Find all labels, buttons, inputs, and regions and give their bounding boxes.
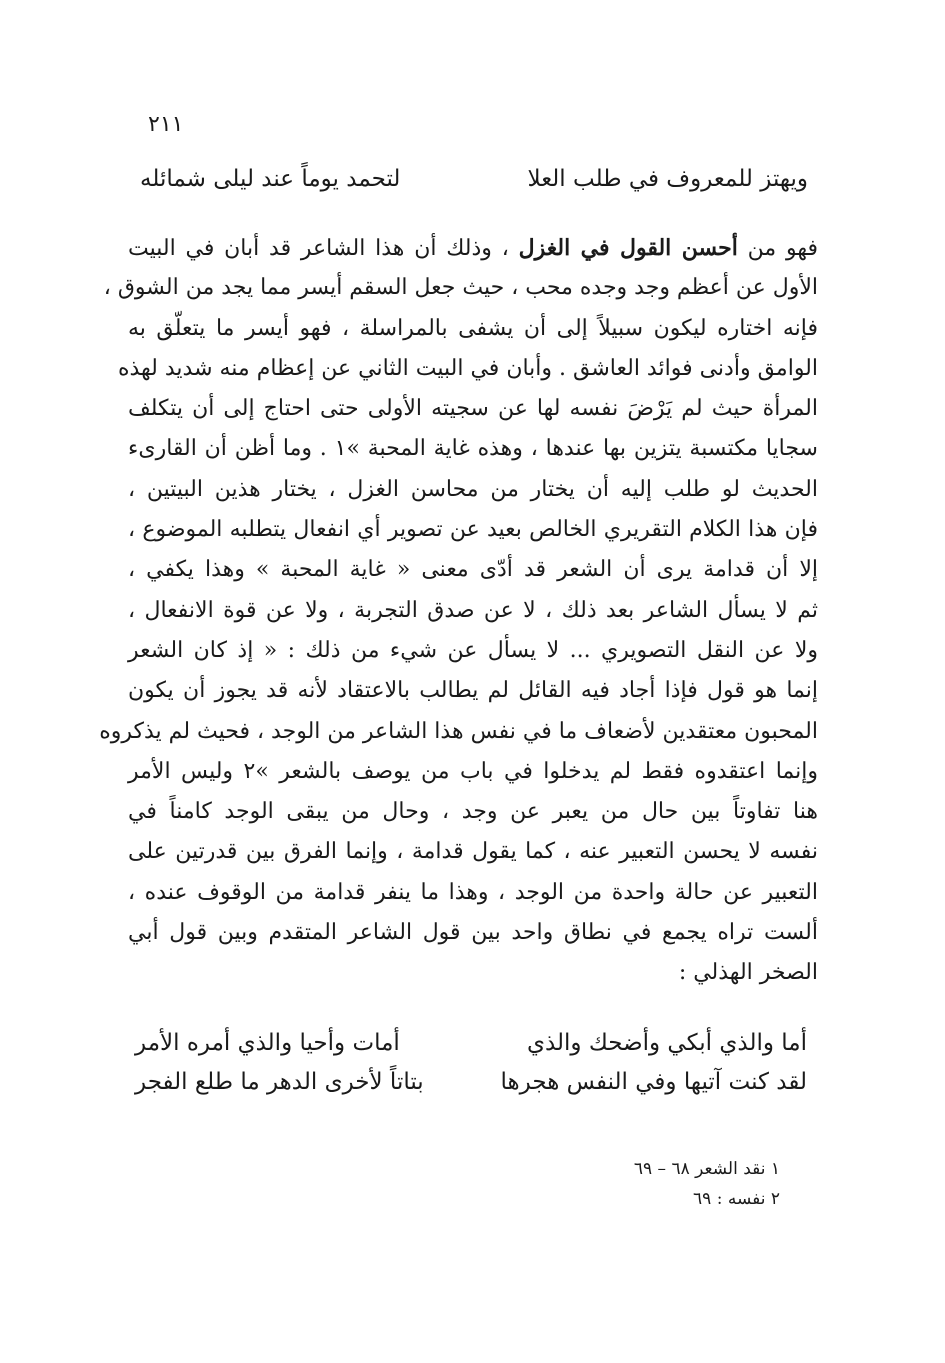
bottom-verses [135,1024,807,1102]
body-line: ولا عن النقل التصويري ... لا يسأل عن شيء من ذلك : « إذ كان الشعر [128,637,818,663]
verse-second-hemistich: بتاتاً لأخرى الدهر ما طلع الفجر [135,1069,424,1095]
body-line: ثم لا يسأل الشاعر بعد ذلك ، لا عن صدق التجربة ، ولا عن قوة الانفعال ، [128,597,818,623]
body-line: الصخر الهذلي : [678,960,818,986]
verse-first-hemistich: لقد كنت آتيها وفي النفس هجرها [500,1069,807,1095]
body-line: فإن هذا الكلام التقريري الخالص بعيد عن تصوير أي انفعال يتطلبه الموضوع ، [128,517,818,543]
page-number: ٢١١ [148,112,184,137]
body-line: فإنه اختاره ليكون سبيلاً إلى أن يشفى بالمراسلة ، فهو أيسر ما يتعلّق به [128,315,818,341]
top-verse [140,166,808,192]
body-line: التعبير عن حالة واحدة من الوجد ، وهذا ما ينفر قدامة من الوقوف عنده ، [128,879,818,905]
body-line: المرأة حيث لم يَرْضَ نفسه لها عن سجيته الأولى حتى احتاج إلى أن يتكلف [128,396,818,422]
top-verse-second-hemistich: لتحمد يوماً عند ليلى شمائله [140,166,401,192]
body-line: الأول عن أعظم وجد وجده محب ، حيث جعل السقم أيسر مما يجد من الشوق ، [103,275,818,301]
body-line: وإنما اعتقدوه فقط لم يدخلوا في باب من يوصف بالشعر »٢ وليس الأمر [128,758,818,784]
body-line-1-bold-phrase: أحسن القول في الغزل [518,235,738,261]
verse-first-hemistich: أما والذي أبكي وأضحك والذي [526,1030,807,1056]
body-line: إنما هو قول فإذا أجاد فيه القائل لم يطالب بالاعتقاد لأنه قد يجوز أن يكون [128,678,818,704]
body-line: سجايا مكتسبة يتزين بها عندها ، وهذه غاية المحبة »١ . وما أظن أن القارىء [128,436,818,462]
footnotes [560,1154,780,1214]
footnote-2: ٢ نفسه : ٦٩ [693,1189,780,1209]
top-verse-first-hemistich: ويهتز للمعروف في طلب العلا [527,166,808,192]
verse-line [135,1063,807,1102]
body-line: المحبون معتقدين لأضعاف ما في نفس هذا الشاعر من الوجد ، فحيث لم يذكروه [99,718,818,744]
body-line: هنا تفاوتاً بين حال من يعبر عن وجد ، وحال من يبقى الوجد كامناً في [128,799,818,825]
verse-line [135,1024,807,1063]
body-line: نفسه لا يحسن التعبير عنه ، كما يقول قدامة ، وإنما الفرق بين قدرتين على [128,839,818,865]
body-line-1-start: فهو من [737,236,819,261]
body-line [128,228,818,268]
body-line: إلا أن قدامة يرى أن الشعر قد أدّى معنى « غاية المحبة » وهذا يكفي ، [128,557,818,583]
verse-second-hemistich: أمات وأحيا والذي أمره الأمر [135,1030,400,1056]
body-line-1-end: ، وذلك أن هذا الشاعر قد أبان في البيت [128,236,519,261]
body-line: الوامق وأدنى فوائد العاشق . وأبان في البيت الثاني عن إعظام منه شديد لهذه [117,355,818,381]
body-paragraph [99,228,819,994]
footnote-1: ١ نقد الشعر ٦٨ – ٦٩ [633,1159,780,1179]
body-line: الحديث لو طلب إليه أن يختار من محاسن الغزل ، يختار هذين البيتين ، [128,476,818,502]
body-line: ألست تراه يجمع في نطاق واحد بين قول الشاعر المتقدم وبين قول أبي [128,920,818,946]
